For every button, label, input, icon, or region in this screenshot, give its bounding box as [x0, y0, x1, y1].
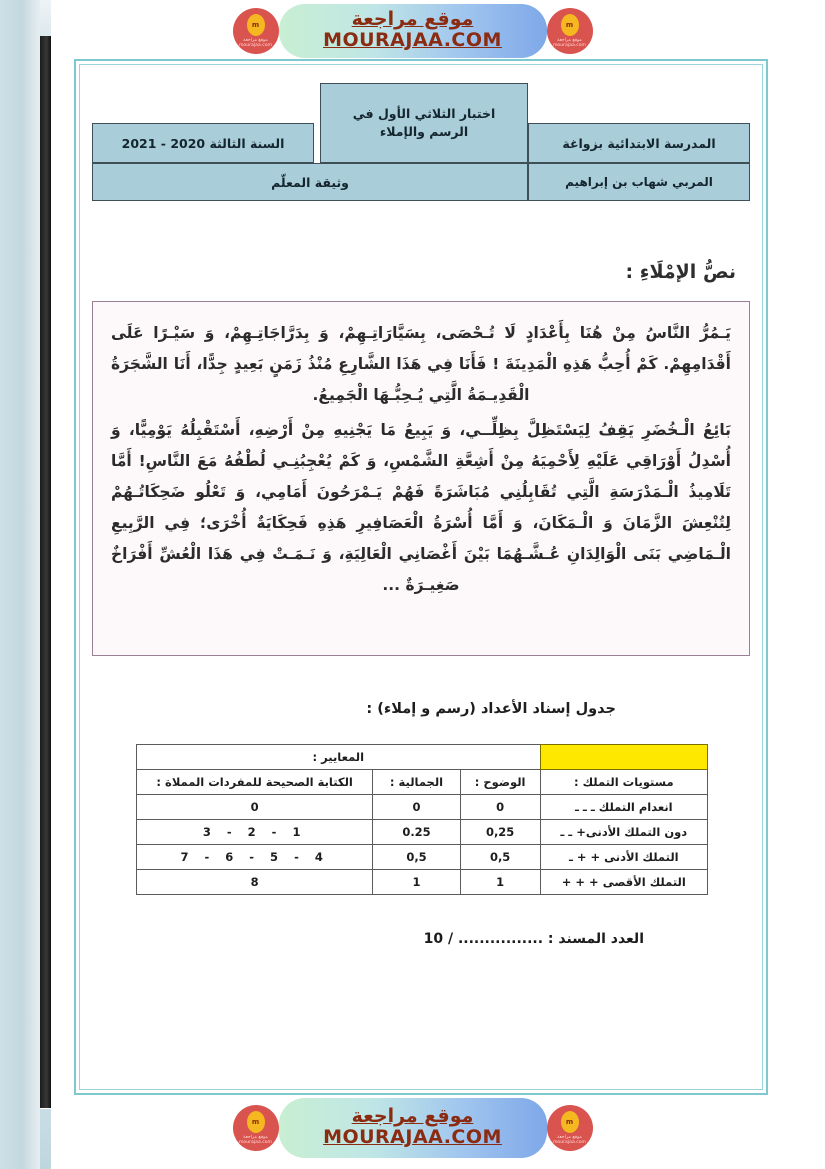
document-type-cell — [92, 163, 528, 201]
col-header-beauty: الجمالية : — [373, 770, 460, 795]
watermark-badge-en-bottom-right: mourajaa.com — [552, 1140, 587, 1145]
exam-title-line1: اختبار الثلاثي الأول في — [352, 105, 496, 121]
watermark-pill-bottom — [279, 1098, 547, 1158]
cell-words: 4 - 5 - 6 - 7 — [137, 845, 373, 870]
teacher-name-cell — [528, 163, 750, 201]
dictation-title: نصُّ الإمْلَاءِ : — [625, 261, 736, 283]
table-row — [137, 870, 708, 895]
watermark-arabic-top: موقع مراجعة — [351, 8, 474, 31]
watermark-badge-ar-left: موقع مراجعة — [243, 37, 268, 43]
teacher-name: المربي شهاب بن إبراهيم — [565, 175, 713, 189]
watermark-logo-caption-right — [553, 38, 586, 49]
watermark-logo-mark-left: m — [247, 14, 265, 36]
watermark-badge-ar-bottom-left: موقع مراجعة — [243, 1134, 268, 1140]
scan-left-edge — [0, 0, 40, 1169]
highlight-cell — [540, 745, 707, 770]
cell-beauty: 0 — [373, 795, 460, 820]
col-header-levels: مستويات التملك : — [540, 770, 707, 795]
cell-level: انعدام التملك ـ ـ ـ — [540, 795, 707, 820]
watermark-badge-en-right: mourajaa.com — [552, 43, 587, 48]
scoring-table-caption: جدول إسناد الأعداد (رسم و إملاء) : — [366, 701, 616, 717]
watermark-badge-ar-right: موقع مراجعة — [557, 37, 582, 43]
watermark-badge-en-left: mourajaa.com — [238, 43, 273, 48]
watermark-bottom — [0, 1091, 825, 1165]
cell-beauty: 0,5 — [373, 845, 460, 870]
exam-title-cell — [320, 83, 528, 163]
assigned-number: العدد المسند : ................ / 10 — [423, 931, 644, 947]
dictation-paragraph-2: بَائِعُ الْـخُضَرِ يَقِفُ لِيَسْتَظِلَّ بِظِلِّــي، وَ يَبِيعُ مَا يَجْنِيهِ مِنْ أَرْضِهِ، أَسْتَقْبِلُهُ يَوْمِيًّا، وَ أُسْدِلُ أَوْرَاقِي عَلَيْهِ لِأَحْمِيَهُ مِنْ أَشِعَّةِ الشَّمْسِ، وَ كَمْ يُعْجِبُنِـي لُطْفُهُ مَعَ النَّاسِ! أَمَّا تَلَامِيذُ الْـمَدْرَسَةِ الَّتِي تُقَابِلُنِي مُبَاشَرَةً فَهُمْ يَـمْرَحُونَ أَمَامِي، وَ تَعْلُو ضَحِكَاتُـهُمْ لِتُنْعِشَ الزَّمَانَ وَ الْـمَكَانَ، وَ أَمَّا أُسْرَةُ الْعَصَافِيرِ هَذِهِ فَحِكَايَةٌ أُخْرَى؛ فِي الرَّبِيعِ الْـمَاضِي بَنَى الْوَالِدَانِ عُـشَّـهُمَا بَيْنَ أَغْصَانِي الْعَالِيَةِ، وَ نَـمَـتْ فِي هَذَا الْعُشِّ أَفْرَاخٌ صَغِيـرَةٌ ... — [111, 421, 731, 594]
exam-title-line2: الرسم والإملاء — [379, 124, 469, 139]
watermark-logo-caption-left — [239, 38, 272, 49]
watermark-logo-caption-bottom-left — [239, 1135, 272, 1146]
cell-beauty: 0.25 — [373, 820, 460, 845]
watermark-logo-mark-bottom-left: m — [247, 1111, 265, 1133]
cell-level: التملك الأقصى + + + — [540, 870, 707, 895]
exam-header-table — [92, 83, 750, 205]
col-header-words: الكتابة الصحيحة للمفردات المملاة : — [137, 770, 373, 795]
header-row-2 — [92, 163, 750, 201]
watermark-logo-caption-bottom-right — [553, 1135, 586, 1146]
table-row — [137, 845, 708, 870]
watermark-arabic-bottom: موقع مراجعة — [351, 1105, 474, 1128]
watermark-english-bottom: MOURAJAA.COM — [323, 1126, 502, 1149]
cell-clarity: 0,5 — [460, 845, 540, 870]
school-name-cell — [528, 123, 750, 163]
watermark-badge-en-bottom-left: mourajaa.com — [238, 1140, 273, 1145]
table-row-criteria-header — [137, 745, 708, 770]
watermark-logo-badge-bottom-right — [547, 1105, 593, 1151]
document-type: وثيقة المعلّم — [271, 174, 349, 190]
cell-beauty: 1 — [373, 870, 460, 895]
watermark-logo-mark: m — [561, 14, 579, 36]
cell-level: التملك الأدنى + + ـ — [540, 845, 707, 870]
table-row — [137, 820, 708, 845]
table-row-column-headers — [137, 770, 708, 795]
watermark-logo-badge-left — [233, 8, 279, 54]
dictation-text-box — [92, 301, 750, 656]
cell-words: 1 - 2 - 3 — [137, 820, 373, 845]
criteria-header: المعايير : — [137, 745, 541, 770]
book-spine-shadow — [40, 36, 51, 1108]
watermark-logo-badge-bottom-left — [233, 1105, 279, 1151]
school-year-cell — [92, 123, 314, 163]
cell-clarity: 0 — [460, 795, 540, 820]
school-name: المدرسة الابتدائية بزواغة — [562, 135, 716, 151]
school-year: السنة الثالثة 2020 - 2021 — [121, 135, 285, 151]
cell-level: دون التملك الأدنى+ ـ ـ — [540, 820, 707, 845]
watermark-pill-top — [279, 4, 547, 58]
document-frame — [74, 59, 768, 1095]
dictation-paragraph-1: يَـمُرُّ النَّاسُ مِنْ هُنَا بِأَعْدَادٍ لَا تُـحْصَى، بِسَيَّارَاتِـهِمْ، وَ بِدَرَّاجَاتِـهِمْ، وَ سَيْـرًا عَلَى أَقْدَامِهِمْ. كَمْ أُحِبُّ هَذِهِ الْمَدِينَةَ ! فَأَنَا فِي هَذَا الشَّارِعِ مُنْذُ زَمَنٍ بَعِيدٍ جِدًّا، أَنَا الشَّجَرَةُ الْقَدِيـمَةُ الَّتِي يُـحِبُّـهَا الْجَمِيعُ. — [111, 324, 731, 404]
watermark-logo-mark-bottom-right: m — [561, 1111, 579, 1133]
watermark-top — [0, 0, 825, 62]
col-header-clarity: الوضوح : — [460, 770, 540, 795]
cell-words: 0 — [137, 795, 373, 820]
watermark-logo-badge-right — [547, 8, 593, 54]
cell-clarity: 0,25 — [460, 820, 540, 845]
watermark-english-top: MOURAJAA.COM — [323, 29, 502, 52]
cell-words: 8 — [137, 870, 373, 895]
table-row — [137, 795, 708, 820]
scoring-table — [136, 744, 708, 895]
cell-clarity: 1 — [460, 870, 540, 895]
watermark-badge-ar-bottom-right: موقع مراجعة — [557, 1134, 582, 1140]
